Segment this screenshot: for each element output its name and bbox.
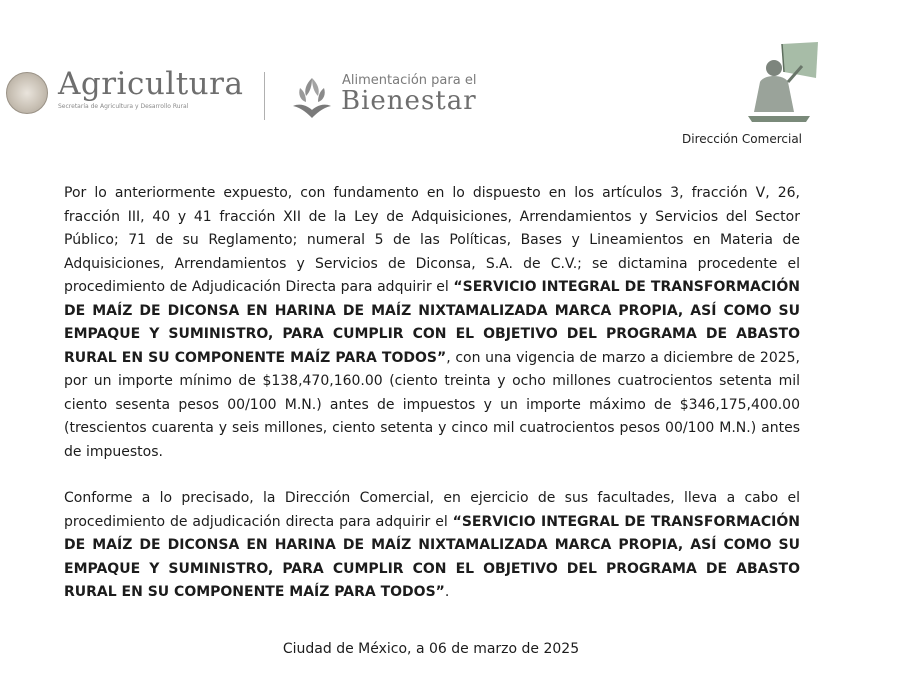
document-footer [0, 641, 900, 657]
national-seal-icon [6, 72, 48, 114]
logo-divider [264, 72, 265, 120]
department-name: Dirección Comercial [682, 132, 802, 146]
paragraph-1-service-name: “SERVICIO INTEGRAL DE TRANSFORMACIÓN DE MAÍZ DE DICONSA EN HARINA DE MAÍZ NIXTAMALIZADA MARCA PROPIA, ASÍ COMO SU EMPAQUE Y SUMINISTRO, PARA CUMPLIR CON EL OBJETIVO DEL PROGRAMA DE ABASTO RURAL EN SU COMPONENTE MAÍZ PARA TODOS” [64, 279, 800, 366]
paragraph-1-text-a: Por lo anteriormente expuesto, con fundamento en lo dispuesto en los artículos 3, fracción V, 26, fracción III, 40 y 41 fracción XII de la Ley de Adquisiciones, Arrendamientos y Servicios del Sector Público; 71 de su Reglamento; numeral 5 de las Políticas, Bases y Lineamientos en Materia de Adquisiciones, Arrendamientos y Servicios de Diconsa, S.A. de C.V.; se dictamina procedente el procedimiento de Adjudicación Directa para adquirir el [64, 185, 800, 295]
paragraph-1-text-b: , con una vigencia de marzo a diciembre de 2025, por un importe mínimo de $138,470,160.00 (ciento treinta y ocho millones cuatrocientos setenta mil ciento sesenta pesos 00/100 M.N.) antes de impuestos y un importe máximo de $346,175,400.00 (trescientos cuarenta y seis millones, ciento setenta y cinco mil cuatrocientos pesos 00/100 M.N.) antes de impuestos. [64, 349, 800, 460]
agriculture-logo-title: Agricultura [58, 66, 244, 102]
paragraph-2-text-a: Conforme a lo precisado, la Dirección Comercial, en ejercicio de sus facultades, lleva a cabo el procedimiento de adjudicación directa para adquirir el [64, 490, 800, 530]
paragraph-2 [64, 487, 800, 605]
paragraph-2-text-b: . [444, 584, 450, 600]
historical-figure-emblem-icon [736, 38, 822, 124]
agriculture-logo-subtitle: Secretaría de Agricultura y Desarrollo Rural [58, 103, 189, 110]
bienestar-logo-top: Alimentación para el [342, 73, 477, 88]
place-and-date: Ciudad de México, a 06 de marzo de 2025 [282, 641, 580, 657]
document-body [64, 182, 800, 628]
paragraph-1 [64, 182, 800, 464]
document-header [0, 0, 900, 160]
wheat-logo-icon [290, 74, 334, 120]
bienestar-logo-main: Bienestar [341, 86, 477, 116]
paragraph-2-service-name: “SERVICIO INTEGRAL DE TRANSFORMACIÓN DE MAÍZ DE DICONSA EN HARINA DE MAÍZ NIXTAMALIZADA MARCA PROPIA, ASÍ COMO SU EMPAQUE Y SUMINISTRO, PARA CUMPLIR CON EL OBJETIVO DEL PROGRAMA DE ABASTO RURAL EN SU COMPONENTE MAÍZ PARA TODOS” [64, 513, 800, 600]
